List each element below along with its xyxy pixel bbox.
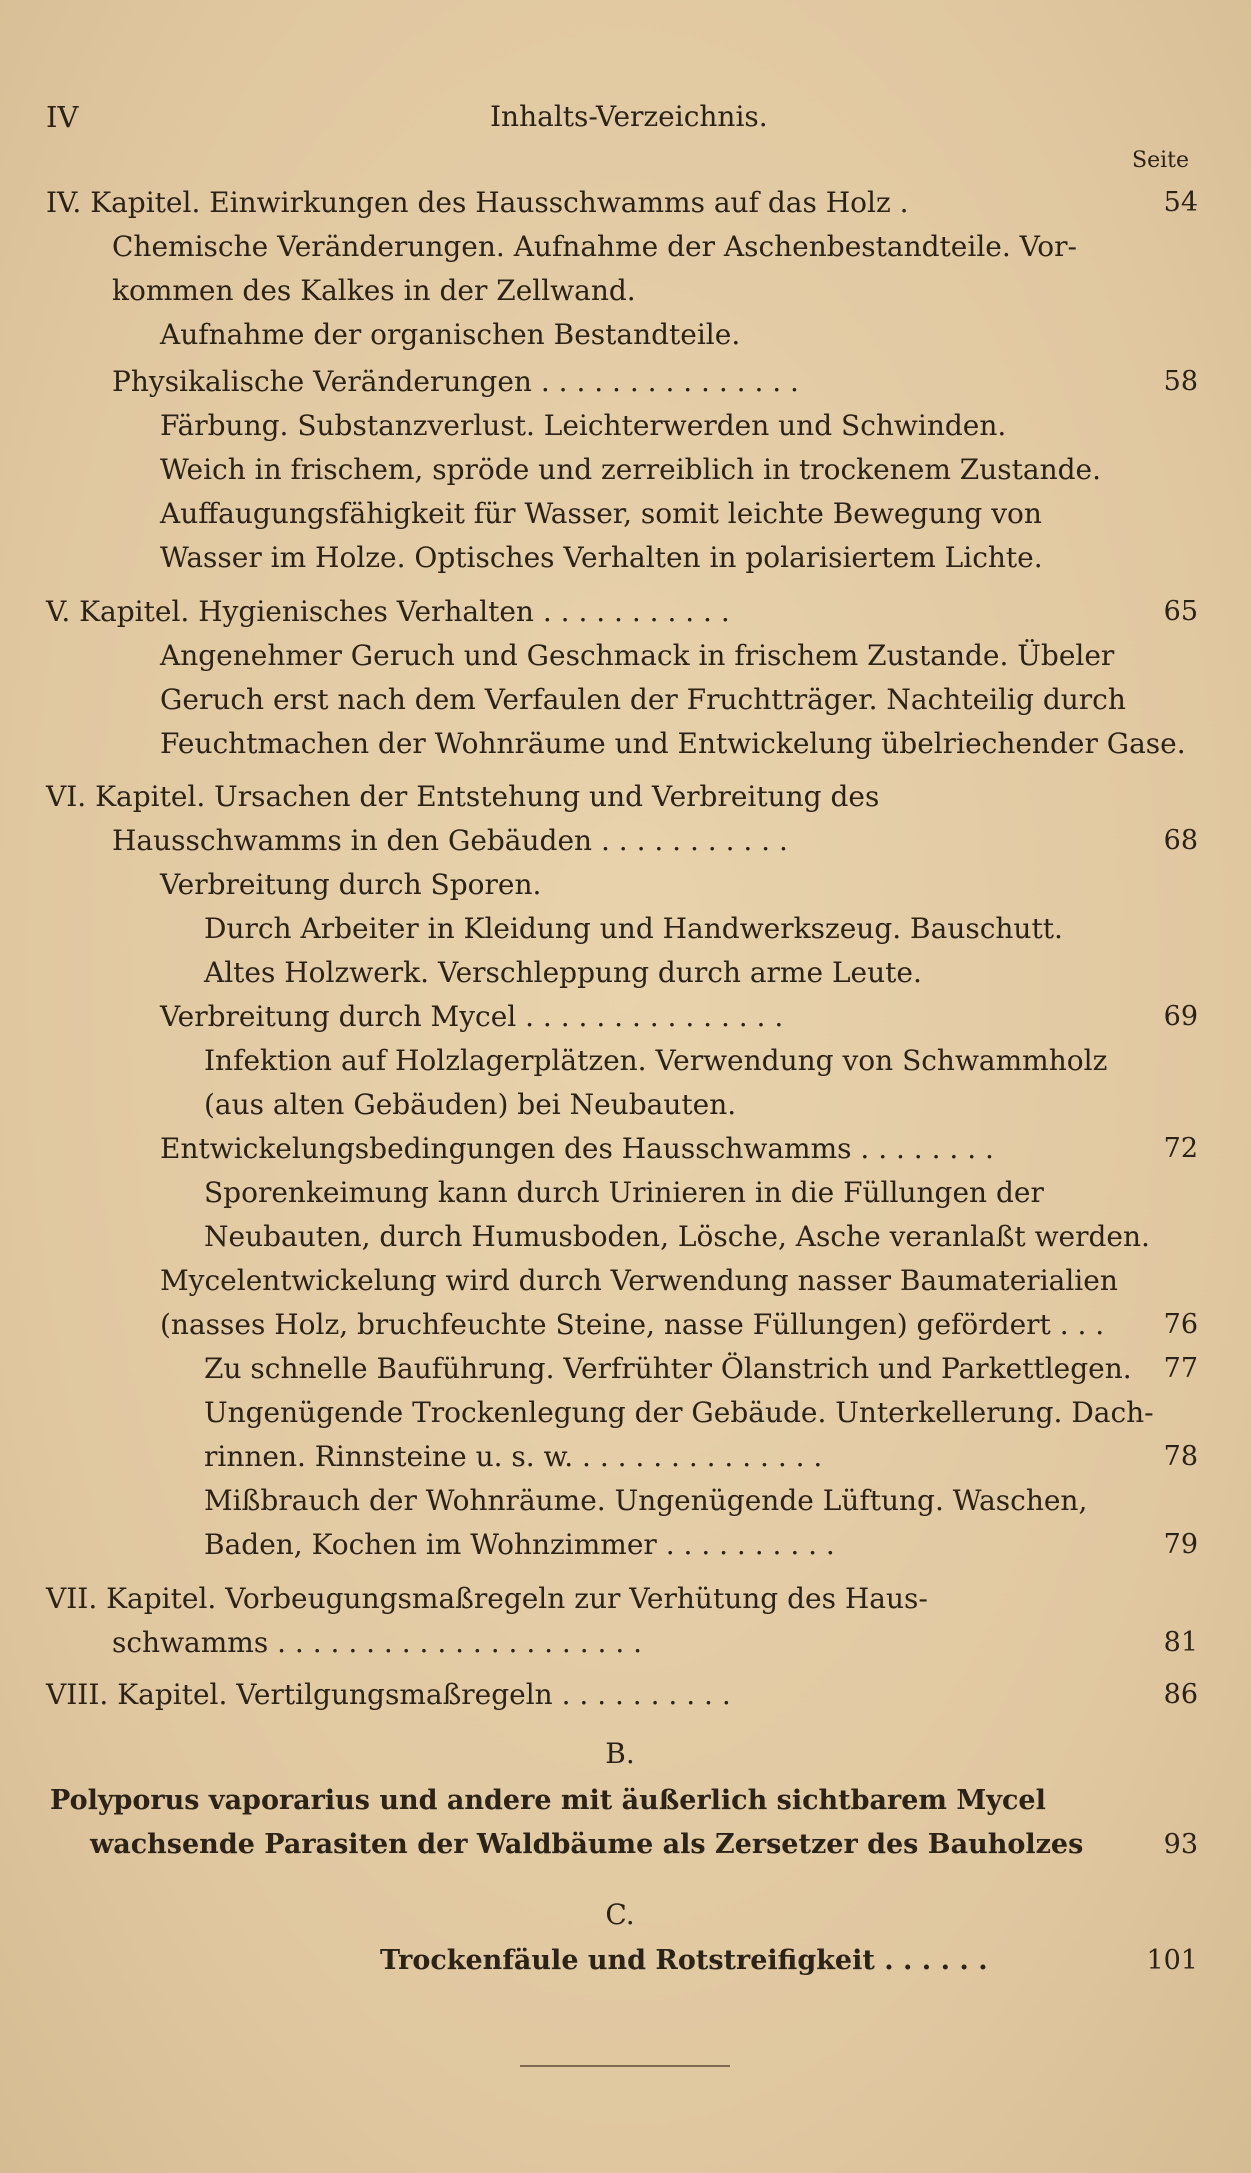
toc-page: 54 [1163,187,1198,218]
section-letter: C. [605,1898,635,1931]
toc-line: Baden, Kochen im Wohnzimmer . . . . . . . . . . [204,1528,835,1561]
toc-page: 69 [1163,1001,1198,1032]
toc-line: Physikalische Veränderungen . . . . . . . . . . . . . . . [112,365,799,398]
toc-line: Wasser im Holze. Optisches Verhalten in polarisiertem Lichte. [160,541,1043,574]
toc-page: 68 [1163,825,1198,856]
section-title: wachsende Parasiten der Waldbäume als Zersetzer des Bauholzes [90,1829,1084,1860]
toc-line: VII. Kapitel. Vorbeugungsmaßregeln zur Verhütung des Haus- [46,1582,928,1615]
toc-line: Zu schnelle Bauführung. Verfrühter Ölanstrich und Parkettlegen. [204,1352,1132,1385]
toc-line: Aufnahme der organischen Bestandteile. [160,318,741,351]
toc-page: 58 [1163,366,1198,397]
toc-line: schwamms . . . . . . . . . . . . . . . . . . . . . [112,1626,643,1659]
section-title: Trockenfäule und Rotstreifigkeit . . . . . . [380,1945,988,1976]
toc-page: 81 [1163,1627,1198,1658]
running-title: Inhalts-Verzeichnis. [490,100,768,133]
toc-line: Chemische Veränderungen. Aufnahme der Aschenbestandteile. Vor- [112,230,1078,263]
toc-line: Angenehmer Geruch und Geschmack in frischem Zustande. Übeler [160,639,1115,672]
toc-line: Auffaugungsfähigkeit für Wasser, somit leichte Bewegung von [160,497,1042,530]
toc-page: 76 [1163,1309,1198,1340]
toc-line: Feuchtmachen der Wohnräume und Entwickelung übelriechender Gase. [160,727,1186,760]
toc-line: Geruch erst nach dem Verfaulen der Fruchtträger. Nachteilig durch [160,683,1126,716]
toc-line: Sporenkeimung kann durch Urinieren in die Füllungen der [204,1176,1044,1209]
toc-page: 65 [1163,596,1198,627]
toc-line: Ungenügende Trockenlegung der Gebäude. Unterkellerung. Dach- [204,1396,1154,1429]
toc-page: 93 [1163,1829,1198,1860]
toc-line: Mycelentwickelung wird durch Verwendung nasser Baumaterialien [160,1264,1118,1297]
section-letter: B. [605,1737,635,1770]
toc-page: 101 [1146,1945,1198,1976]
toc-line: rinnen. Rinnsteine u. s. w. . . . . . . . . . . . . . . [204,1440,823,1473]
divider-rule [520,2065,730,2067]
toc-page: 78 [1163,1441,1198,1472]
toc-line: V. Kapitel. Hygienisches Verhalten . . . . . . . . . . . [46,595,730,628]
toc-line: Färbung. Substanzverlust. Leichterwerden und Schwinden. [160,409,1007,442]
toc-line: Verbreitung durch Sporen. [160,868,542,901]
toc-line: Hausschwamms in den Gebäuden . . . . . . . . . . . [112,824,788,857]
toc-line: Neubauten, durch Humusboden, Lösche, Asche veranlaßt werden. [204,1220,1150,1253]
toc-line: VI. Kapitel. Ursachen der Entstehung und Verbreitung des [46,780,880,813]
toc-line: kommen des Kalkes in der Zellwand. [112,274,636,307]
toc-line: Durch Arbeiter in Kleidung und Handwerkszeug. Bauschutt. [204,912,1063,945]
toc-line: Infektion auf Holzlagerplätzen. Verwendung von Schwammholz [204,1044,1108,1077]
toc-page: 79 [1163,1529,1198,1560]
toc-line: Entwickelungsbedingungen des Hausschwamms . . . . . . . . [160,1132,994,1165]
toc-line: (aus alten Gebäuden) bei Neubauten. [204,1088,737,1121]
toc-line: IV. Kapitel. Einwirkungen des Hausschwamms auf das Holz . [46,186,909,219]
toc-line: Altes Holzwerk. Verschleppung durch arme Leute. [204,956,922,989]
toc-line: VIII. Kapitel. Vertilgungsmaßregeln . . . . . . . . . . [46,1678,731,1711]
toc-page: 77 [1163,1353,1198,1384]
toc-line: Weich in frischem, spröde und zerreiblich in trockenem Zustande. [160,453,1102,486]
toc-line: Verbreitung durch Mycel . . . . . . . . . . . . . . . [160,1000,784,1033]
toc-line: (nasses Holz, bruchfeuchte Steine, nasse Füllungen) gefördert . . . [160,1308,1105,1341]
toc-line: Mißbrauch der Wohnräume. Ungenügende Lüftung. Waschen, [204,1484,1088,1517]
toc-page: 72 [1163,1133,1198,1164]
section-title: Polyporus vaporarius und andere mit äußerlich sichtbarem Mycel [50,1785,1046,1816]
toc-page: 86 [1163,1679,1198,1710]
page-number: IV [46,100,79,134]
seite-label: Seite [1132,148,1189,173]
